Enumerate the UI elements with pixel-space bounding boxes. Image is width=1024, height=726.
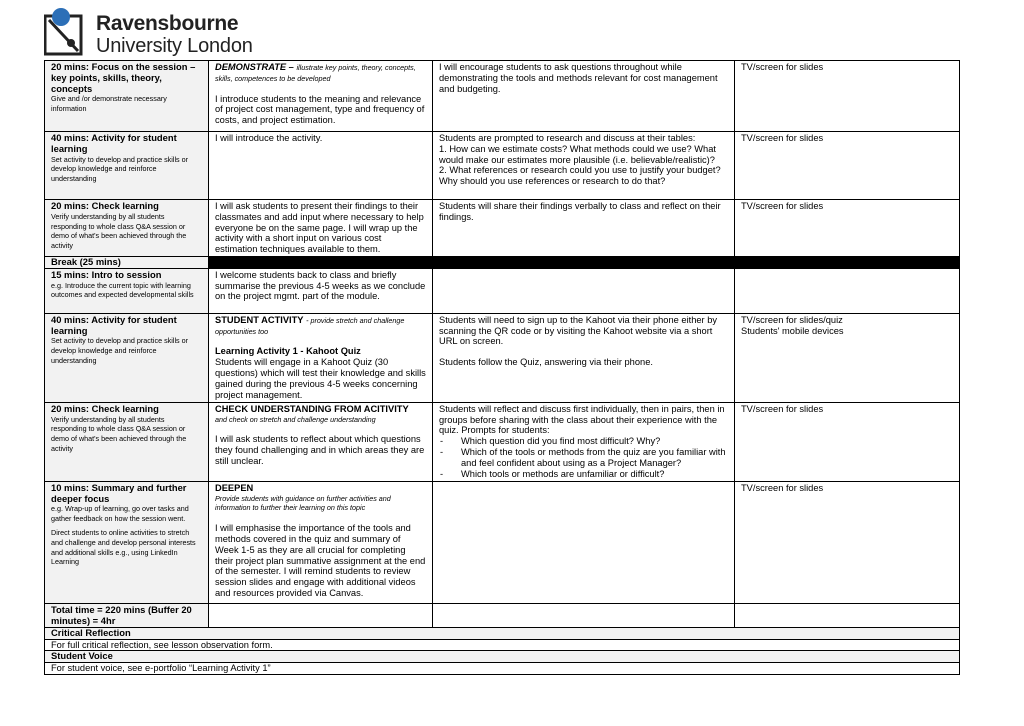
time-description: e.g. Introduce the current topic with learning outcomes and expected developmental skills [51,280,194,300]
prompt-line: 1. How can we estimate costs? What methods could we use? What would make our estimates more plausible (i.e. believable/realistic)? [439,143,716,165]
activity-heading: DEMONSTRATE – [215,62,294,72]
time-title: 20 mins: Check learning [51,200,159,211]
teacher-activity-cell [209,402,433,481]
resources-cell: TV/screen for slides [735,481,960,603]
teacher-activity-cell: I welcome students back to class and briefly summarise the previous 4-5 weeks as we conclude on the project mgmt. part of the module. [209,268,433,313]
student-activity-cell: I will encourage students to ask questions throughout while demonstrating the tools and methods relevant for cost management and budgeting. [433,61,735,132]
lesson-plan-table [44,60,960,675]
student-activity-cell [433,268,735,313]
time-description: Set activity to develop and practice skills or develop knowledge and reinforce understanding [51,154,189,184]
activity-guidance: illustrate key points, theory, concepts, skills, competences to be developed [215,63,416,83]
break-bar [209,257,960,269]
logo-line-1: Ravensbourne [96,12,239,35]
time-cell [45,402,209,481]
time-cell [45,61,209,132]
prompt-list [439,436,728,479]
student-instruction: Students will need to sign up to the Kahoot via their phone either by scanning the QR code or by visiting the Kahoot website via a short URL on screen. [439,314,718,347]
total-time: Total time = 220 mins (Buffer 20 minutes) = 4hr [45,603,209,627]
time-description: Direct students to online activities to stretch and challenge and develop personal interests and additional skills e.g., using LinkedIn Learning [51,527,196,567]
student-voice-heading: Student Voice [45,651,960,663]
activity-body: I will emphasise the importance of the tools and methods covered in the quiz and summary of Week 1-5 as they are all crucial for completing their project plan summative assignment at the end of the semester. I will remind students to review session slides and engage with additional videos and resources provided via Canvas. [215,523,426,598]
break-row [45,257,960,269]
time-description: Give and /or demonstrate necessary information [51,94,167,114]
table-row [45,61,960,132]
student-activity-cell [433,313,735,402]
time-title: 20 mins: Check learning [51,402,159,414]
total-row [45,603,960,627]
time-cell [45,268,209,313]
resources-cell [735,268,960,313]
list-item: - Which of the tools or methods from the quiz are you familiar with and feel confident about using as a Project Manager? [439,447,728,469]
resources-cell [735,313,960,402]
table-row [45,132,960,200]
activity-subheading: Learning Activity 1 - Kahoot Quiz [215,346,361,357]
resources-cell: TV/screen for slides [735,132,960,200]
time-cell [45,481,209,603]
logo-line-2: University London [96,35,253,57]
resources-cell: TV/screen for slides [735,61,960,132]
time-title: 40 mins: Activity for student learning [51,132,177,154]
resource-line: TV/screen for slides/quiz [741,314,843,325]
time-cell [45,132,209,200]
student-activity-cell: Students will share their findings verbally to class and reflect on their findings. [433,200,735,257]
critical-reflection-text: For full critical reflection, see lesson observation form. [45,639,960,651]
break-label: Break (25 mins) [45,257,209,269]
table-row [45,481,960,603]
activity-guidance: Provide students with guidance on further activities and information to further their learning on this topic [215,493,391,513]
time-title: 15 mins: Intro to session [51,268,162,280]
activity-guidance: - provide stretch and challenge opportunities too [215,315,405,336]
time-description: Set activity to develop and practice skills or develop knowledge and reinforce understanding [51,336,189,365]
table-row [45,402,960,481]
student-activity-cell [433,132,735,200]
student-instruction: Students follow the Quiz, answering via their phone. [439,357,653,368]
activity-heading: DEEPEN [215,482,254,493]
university-logo [44,7,304,57]
table-row [45,200,960,257]
teacher-activity-cell [209,61,433,132]
time-description: Verify understanding by all students responding to whole class Q&A session or demo of what's been achieved through the activity [51,414,187,453]
activity-body: I will ask students to reflect about which questions they found challenging and in which areas they are still unclear. [215,434,425,466]
activity-heading: CHECK UNDERSTANDING FROM ACITIVITY [215,403,409,414]
table-row [45,313,960,402]
teacher-activity-cell [209,481,433,603]
student-voice-text: For student voice, see e-portfolio “Learning Activity 1” [45,663,960,675]
time-description: Verify understanding by all students responding to whole class Q&A session or demo of what's been achieved through the activity [51,211,187,251]
teacher-activity-cell [209,313,433,402]
resources-cell: TV/screen for slides [735,402,960,481]
resource-line: Students' mobile devices [741,325,844,336]
section-text-row [45,663,960,675]
list-item: - Which tools or methods are unfamiliar or difficult? [439,469,728,480]
time-title: 20 mins: Focus on the session – key points, skills, theory, concepts [51,61,196,94]
student-instruction: Students will reflect and discuss first individually, then in pairs, then in groups before sharing with the class about their experience with the quiz. Prompts for students: [439,403,725,436]
time-cell [45,313,209,402]
resources-cell: TV/screen for slides [735,200,960,257]
teacher-activity-cell: I will introduce the activity. [209,132,433,200]
time-title: 10 mins: Summary and further deeper focus [51,481,187,504]
section-heading-row [45,651,960,663]
time-cell [45,200,209,257]
list-item: - Which question did you find most difficult? Why? [439,436,728,447]
prompt-line: 2. What references or research could you use to justify your budget? Why should you use references or research to do that? [439,165,721,187]
ravensbourne-logo-icon [44,7,90,57]
critical-reflection-heading: Critical Reflection [45,627,960,639]
activity-heading: STUDENT ACTIVITY [215,314,304,325]
activity-body: I introduce students to the meaning and relevance of project cost management, type and frequency of costs, and project estimation. [215,93,425,126]
time-description: e.g. Wrap-up of learning, go over tasks and gather feedback on how the session went. [51,504,189,524]
activity-guidance: and check on stretch and challenge understanding [215,414,376,424]
activity-body: Students will engage in a Kahoot Quiz (30 questions) which will test their knowledge and skills gained during the previous 4-5 weeks concerning project management. [215,357,426,400]
section-heading-row [45,627,960,639]
section-text-row [45,639,960,651]
student-activity-cell [433,481,735,603]
table-row [45,268,960,313]
student-activity-cell [433,402,735,481]
prompt-line: Students are prompted to research and discuss at their tables: [439,133,696,143]
time-title: 40 mins: Activity for student learning [51,313,177,336]
teacher-activity-cell: I will ask students to present their findings to their classmates and add input where necessary to help everyone be on the same page. I will wrap up the activity with a short input on various cost estimation techniques available to them. [209,200,433,257]
